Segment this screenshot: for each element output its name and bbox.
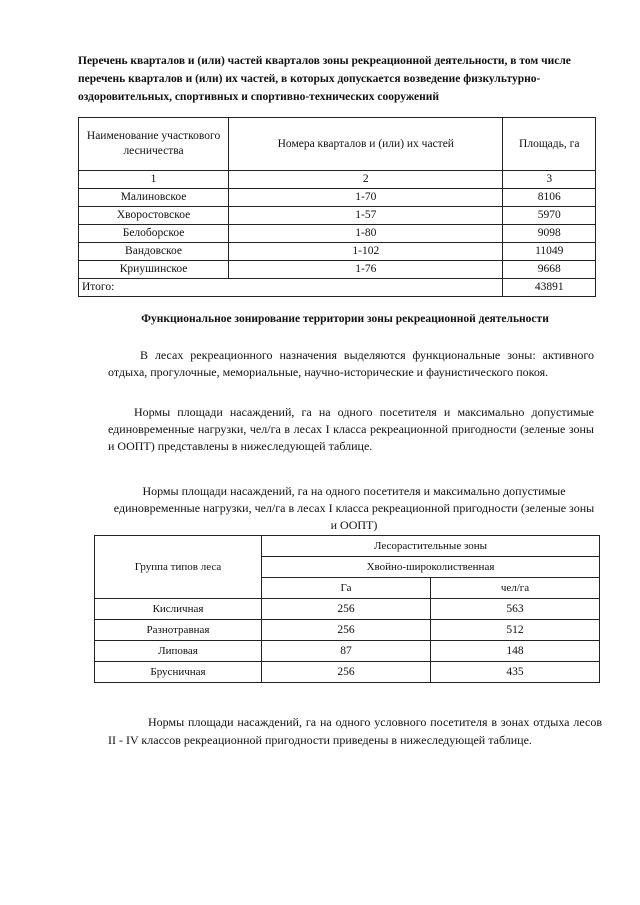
table-row <box>79 189 596 207</box>
forestry-name: Хворостовское <box>79 207 229 225</box>
chel-value: 512 <box>431 620 600 641</box>
table-header-row <box>95 536 600 557</box>
norms-table-caption: Нормы площади насаждений, га на одного посетителя и максимально допустимые единовременные нагрузки, чел/га в лесах I класса рекреационной пригодности (зеленые зоны и ООПТ) <box>113 484 595 532</box>
header-area: Площадь, га <box>503 118 596 171</box>
forestry-name: Белоборское <box>79 225 229 243</box>
total-label: Итого: <box>79 279 503 297</box>
quarter-range: 1-70 <box>229 189 503 207</box>
header-forestry: Наименование участкового лесничества <box>79 118 229 171</box>
table-row <box>79 261 596 279</box>
forestry-name: Вандовское <box>79 243 229 261</box>
col-number: 1 <box>79 171 229 189</box>
quarters-table <box>78 117 596 297</box>
forest-type: Липовая <box>95 641 262 662</box>
quarter-range: 1-76 <box>229 261 503 279</box>
table-row <box>95 620 600 641</box>
forest-type: Разнотравная <box>95 620 262 641</box>
total-value: 43891 <box>503 279 596 297</box>
chel-value: 435 <box>431 662 600 683</box>
table-row <box>79 225 596 243</box>
quarter-range: 1-57 <box>229 207 503 225</box>
table-row <box>79 243 596 261</box>
norms-paragraph: Нормы площади насаждений, га на одного посетителя и максимально допустимые единовременные нагрузки, чел/га в лесах I класса рекреационной пригодности (зеленые зоны и ООПТ) представлены в нижеследующей таблице. <box>108 405 594 453</box>
recreation-quarters-heading: Перечень кварталов и (или) частей кварталов зоны рекреационной деятельности, в том числе перечень кварталов и (или) их частей, в которых допускается возведение физкультурно-оздоровительных, спортивных и спортивно-технических сооружений <box>78 55 571 103</box>
ga-value: 256 <box>262 599 431 620</box>
area-value: 5970 <box>503 207 596 225</box>
table-header-row <box>79 118 596 171</box>
col-number: 3 <box>503 171 596 189</box>
quarter-range: 1-80 <box>229 225 503 243</box>
table-row <box>95 641 600 662</box>
table-row <box>95 662 600 683</box>
col-number: 2 <box>229 171 503 189</box>
area-value: 8106 <box>503 189 596 207</box>
area-value: 11049 <box>503 243 596 261</box>
forest-type: Брусничная <box>95 662 262 683</box>
forest-type: Кисличная <box>95 599 262 620</box>
header-forest-group: Группа типов леса <box>95 536 262 599</box>
header-zones: Лесорастительные зоны <box>262 536 600 557</box>
area-value: 9668 <box>503 261 596 279</box>
forestry-name: Малиновское <box>79 189 229 207</box>
total-row <box>79 279 596 297</box>
ga-value: 87 <box>262 641 431 662</box>
ga-value: 256 <box>262 662 431 683</box>
zones-paragraph: В лесах рекреационного назначения выделяются функциональные зоны: активного отдыха, прогулочные, мемориальные, научно-исторические и фаунистического покоя. <box>108 348 594 379</box>
zoning-heading: Функциональное зонирование территории зоны рекреационной деятельности <box>141 313 549 325</box>
column-number-row <box>79 171 596 189</box>
quarter-range: 1-102 <box>229 243 503 261</box>
header-chel: чел/га <box>431 578 600 599</box>
chel-value: 563 <box>431 599 600 620</box>
conditional-visitor-paragraph: Нормы площади насаждений, га на одного условного посетителя в зонах отдыха лесов II - IV классов рекреационной пригодности приведены в нижеследующей таблице. <box>108 715 602 747</box>
header-ga: Га <box>262 578 431 599</box>
chel-value: 148 <box>431 641 600 662</box>
norms-table <box>94 535 600 683</box>
forestry-name: Криушинское <box>79 261 229 279</box>
table-row <box>79 207 596 225</box>
area-value: 9098 <box>503 225 596 243</box>
header-quarters: Номера кварталов и (или) их частей <box>229 118 503 171</box>
header-subzone: Хвойно-широколиственная <box>262 557 600 578</box>
ga-value: 256 <box>262 620 431 641</box>
table-row <box>95 599 600 620</box>
